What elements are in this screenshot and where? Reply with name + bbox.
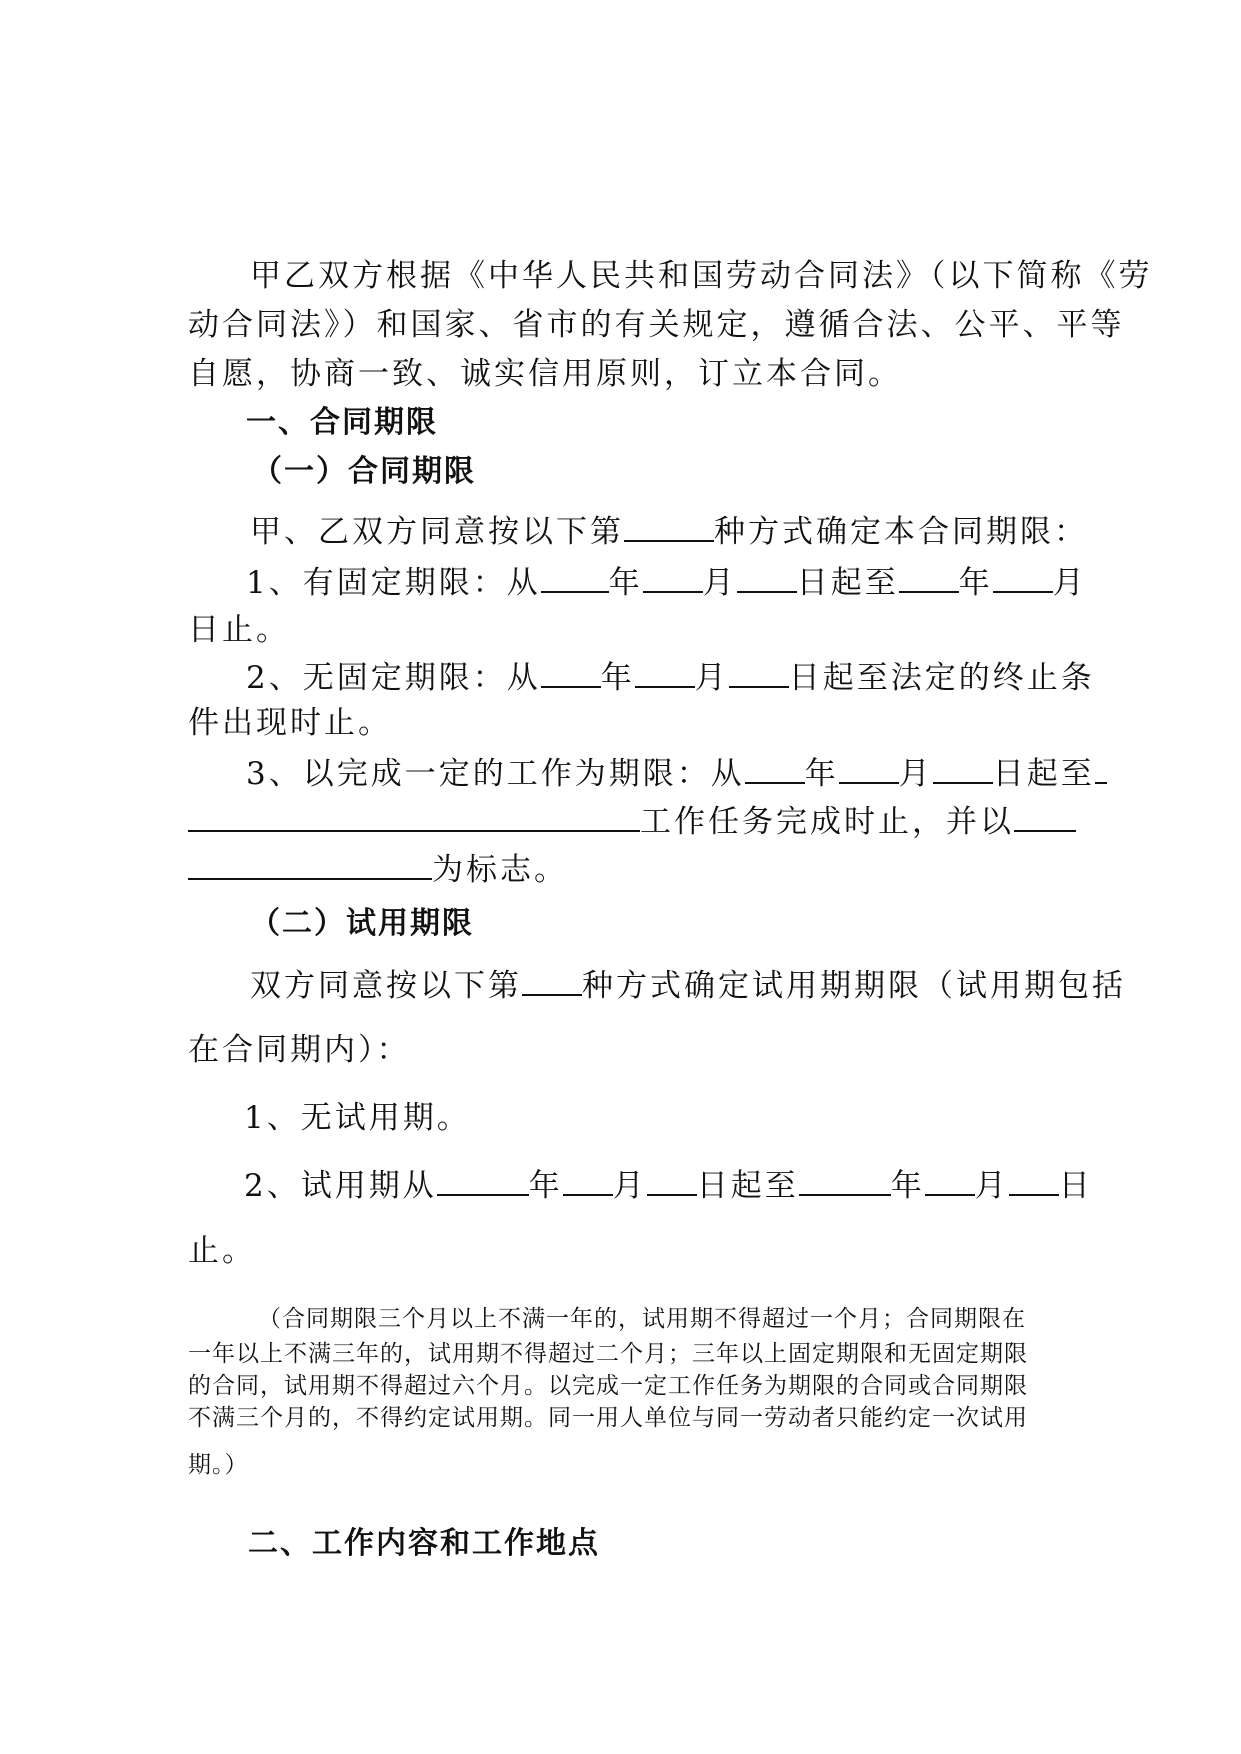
day-from-label: 日起至	[992, 756, 1095, 792]
fixed-term-label: 1、有固定期限：从	[246, 565, 541, 601]
month-label: 月	[694, 660, 729, 696]
open-start-month-blank[interactable]	[635, 656, 695, 688]
term-choice-line	[188, 510, 1088, 552]
fixed-start-month-blank[interactable]	[643, 561, 703, 593]
trial-note-line-4: 不满三个月的，不得约定试用期。同一用人单位与同一劳动者只能约定一次试用	[188, 1405, 1028, 1431]
month-label: 月	[974, 1168, 1009, 1204]
month-label: 月	[702, 565, 737, 601]
month-label: 月	[1052, 565, 1087, 601]
task-term-line	[188, 752, 1095, 794]
trial-period-end-line: 止。	[188, 1233, 256, 1269]
day-label: 日	[1058, 1168, 1093, 1204]
year-label: 年	[608, 565, 643, 601]
term-choice-text-b: 种方式确定本合同期限：	[714, 514, 1088, 550]
task-term-line-2	[188, 800, 1053, 842]
year-label: 年	[890, 1168, 925, 1204]
no-trial-line: 1、无试用期。	[244, 1100, 471, 1136]
section-2-heading: 二、工作内容和工作地点	[248, 1526, 600, 1561]
open-term-line	[188, 656, 1095, 698]
term-choice-text-a: 甲、乙双方同意按以下第	[250, 514, 624, 550]
trial-start-month-blank[interactable]	[563, 1164, 613, 1196]
day-from-label: 日起至	[796, 565, 899, 601]
trial-note-line-2: 一年以上不满三年的，试用期不得超过二个月；三年以上固定期限和无固定期限	[188, 1341, 1028, 1367]
open-term-suffix: 日起至法定的终止条	[788, 660, 1095, 696]
open-start-year-blank[interactable]	[541, 656, 601, 688]
trial-start-year-blank[interactable]	[437, 1164, 529, 1196]
task-start-year-blank[interactable]	[745, 752, 805, 784]
year-label: 年	[958, 565, 993, 601]
trial-choice-text-b: 种方式确定试用期期限（试用期包括	[582, 968, 1126, 1004]
subsection-2-heading: （二）试用期限	[250, 906, 474, 941]
trial-start-day-blank[interactable]	[647, 1164, 697, 1196]
trial-end-month-blank[interactable]	[925, 1164, 975, 1196]
fixed-end-year-blank[interactable]	[899, 561, 959, 593]
fixed-start-day-blank[interactable]	[737, 561, 797, 593]
trial-note-line-3: 的合同，试用期不得超过六个月。以完成一定工作任务为期限的合同或合同期限	[188, 1373, 1028, 1399]
month-label: 月	[898, 756, 933, 792]
open-start-day-blank[interactable]	[729, 656, 789, 688]
task-marker-blank-b[interactable]	[188, 848, 432, 880]
term-choice-blank[interactable]	[624, 510, 714, 542]
task-trailing-blank[interactable]	[1095, 752, 1107, 784]
year-label: 年	[528, 1168, 563, 1204]
task-start-day-blank[interactable]	[933, 752, 993, 784]
trial-end-day-blank[interactable]	[1009, 1164, 1059, 1196]
trial-period-line	[188, 1164, 1093, 1206]
intro-line-3: 自愿，协商一致、诚实信用原则，订立本合同。	[188, 356, 902, 392]
trial-choice-text-a: 双方同意按以下第	[250, 968, 522, 1004]
task-term-label: 3、以完成一定的工作为期限：从	[246, 756, 745, 792]
year-label: 年	[600, 660, 635, 696]
trial-choice-blank[interactable]	[522, 964, 582, 996]
task-start-month-blank[interactable]	[839, 752, 899, 784]
task-mid-text: 工作任务完成时止，并以	[640, 804, 1014, 840]
open-term-cont-line: 件出现时止。	[188, 705, 392, 741]
trial-choice-cont-line: 在合同期内）：	[188, 1032, 411, 1068]
intro-line-2: 动合同法》）和国家、省市的有关规定，遵循合法、公平、平等	[188, 307, 1125, 343]
trial-end-year-blank[interactable]	[799, 1164, 891, 1196]
section-1-heading: 一、合同期限	[246, 405, 438, 440]
subsection-1-heading: （一）合同期限	[252, 454, 476, 489]
task-end-text: 为标志。	[432, 852, 568, 888]
fixed-term-line	[188, 561, 1087, 603]
day-from-label: 日起至	[696, 1168, 799, 1204]
task-marker-blank-a[interactable]	[1014, 800, 1076, 832]
fixed-start-year-blank[interactable]	[541, 561, 609, 593]
intro-line-1: 甲乙双方根据《中华人民共和国劳动合同法》（以下简称《劳	[250, 258, 1153, 294]
trial-note-line-5: 期。）	[188, 1452, 249, 1478]
open-term-label: 2、无固定期限：从	[246, 660, 541, 696]
day-end-label: 日止。	[188, 612, 290, 648]
year-label: 年	[804, 756, 839, 792]
trial-note-line-1: （合同期限三个月以上不满一年的，试用期不得超过一个月；合同期限在	[258, 1306, 1026, 1332]
task-description-blank[interactable]	[188, 800, 640, 832]
month-label: 月	[612, 1168, 647, 1204]
trial-period-label: 2、试用期从	[244, 1168, 437, 1204]
fixed-term-end-line	[188, 608, 1053, 650]
trial-choice-line	[188, 964, 1126, 1006]
task-term-line-3	[188, 848, 1053, 890]
fixed-end-month-blank[interactable]	[993, 561, 1053, 593]
